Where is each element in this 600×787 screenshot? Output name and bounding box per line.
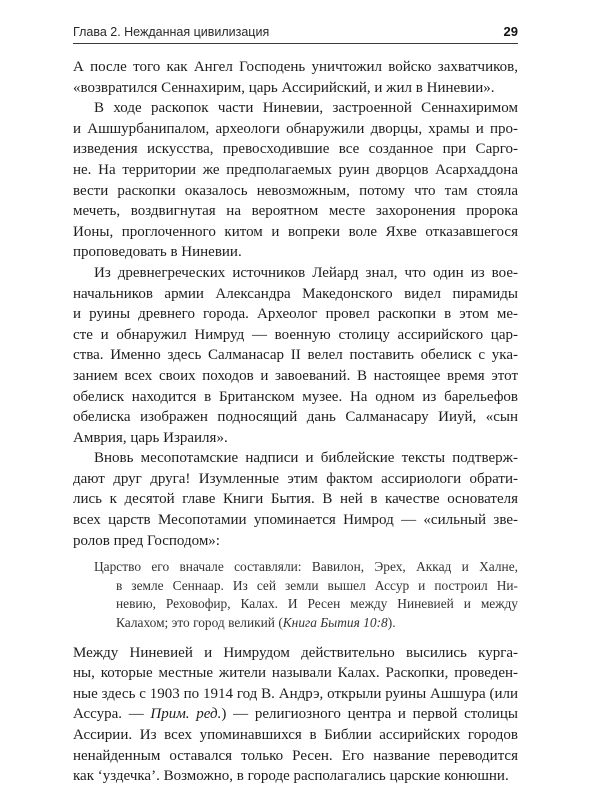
text-line: Из древнегреческих источников Лейард знал, что один из вое-: [94, 264, 518, 281]
text-line: дают друг друга! Изумленные этим фактом ассириологи обрати-: [73, 470, 518, 487]
text-line: Ионы, проглоченного китом и вопреки воле Яхве отказавшегося: [73, 223, 518, 240]
quote-line: [94, 614, 518, 633]
text-line: занием всех своих походов и завоеваний. В настоящее время этот: [73, 367, 518, 384]
text-line: [73, 704, 518, 725]
text-line: всех царств Месопотамии упоминается Нимрод — «сильный зве-: [73, 512, 518, 529]
text-line: ны, которые местные жители называли Калах. Раскопки, проведен-: [73, 665, 518, 682]
text-line: Амврия, царь Израиля».: [73, 429, 228, 446]
text-line: как ‘уздечка’. Возможно, в городе располагались царские конюшни.: [73, 768, 509, 785]
quote-citation: Книга Бытия 10:8: [282, 615, 388, 631]
text-line: и Ашшурбанипалом, археологи обнаружили дворцы, храмы и про-: [73, 120, 518, 137]
text-line: вести раскопки оказалось невозможным, потому что там стояла: [73, 182, 518, 199]
paragraph-3: [73, 263, 518, 448]
text-line: Между Ниневией и Нимрудом действительно высились курга-: [73, 644, 518, 661]
quote-line: Царство его вначале составляли: Вавилон, Эрех, Аккад и Халне,: [94, 559, 518, 575]
text-line: ненайденным оставался только Ресен. Его название переводится: [73, 747, 518, 764]
text-line: и руины древнего города. Археолог провел раскопки в этом ме-: [73, 306, 518, 323]
quote-text: ).: [387, 615, 396, 631]
text-line: «возвратился Сеннахирим, царь Ассирийский, и жил в Ниневии».: [73, 79, 495, 96]
text-line: проповедовать в Ниневии.: [73, 244, 242, 261]
quote-line: в земле Сеннаар. Из сей земли вышел Ассур и построил Ни-: [116, 577, 518, 593]
text-line: сте и обнаружил Нимруд — военную столицу ассирийского цар-: [73, 326, 518, 343]
quote-text: Калахом; это город великий (: [116, 615, 283, 631]
paragraph-4: [73, 448, 518, 551]
bible-quote: [73, 558, 518, 632]
text-line: В ходе раскопок части Ниневии, застроенной Сеннахиримом: [94, 100, 518, 117]
paragraph-5: [73, 643, 518, 787]
chapter-title: Глава 2. Нежданная цивилизация: [73, 25, 270, 39]
text-line: обелиска изображен подносящий дань Салманасару Ииуй, «сын: [73, 409, 518, 426]
running-header: [73, 23, 518, 44]
text-line: Ассирии. Из всех упоминавшихся в Библии ассирийских городов: [73, 727, 518, 743]
text-line: лись к десятой главе Книги Бытия. В ней в качестве основателя: [73, 491, 518, 508]
text-line: ства. Именно здесь Салманасар II велел поставить обелиск с ука-: [73, 347, 518, 364]
text-line: Вновь месопотамские надписи и библейские тексты подтверж-: [94, 450, 518, 467]
text-line: обелиск находится в Британском музее. На одном из барельефов: [73, 388, 518, 405]
text-fragment: Ассура. —: [73, 706, 151, 723]
text-line: ные здесь с 1903 по 1914 год В. Андрэ, открыли руины Ашшура (или: [73, 685, 518, 702]
text-line: не. На территории же предполагаемых руин дворцов Асархаддона: [73, 161, 518, 178]
editor-note: Прим. ред.: [150, 706, 222, 723]
paragraph-2: [73, 98, 518, 263]
page-number: 29: [503, 24, 518, 39]
text-line: начальников армии Александра Македонского видел пирамиды: [73, 285, 518, 302]
body-text: [73, 57, 518, 787]
quote-line: невию, Реховофир, Калах. И Ресен между Ниневией и между: [116, 596, 518, 612]
text-line: изведения искусства, превосходившие все созданное при Сарго-: [73, 141, 518, 158]
paragraph-1: [73, 57, 518, 98]
text-line: ролов пред Господом»:: [73, 532, 220, 549]
text-fragment: ) — религиозного центра и первой столицы: [221, 706, 519, 723]
text-line: мечеть, воздвигнутая на вероятном месте захоронения пророка: [73, 203, 518, 220]
text-line: А после того как Ангел Господень уничтожил войско захватчиков,: [73, 59, 518, 75]
